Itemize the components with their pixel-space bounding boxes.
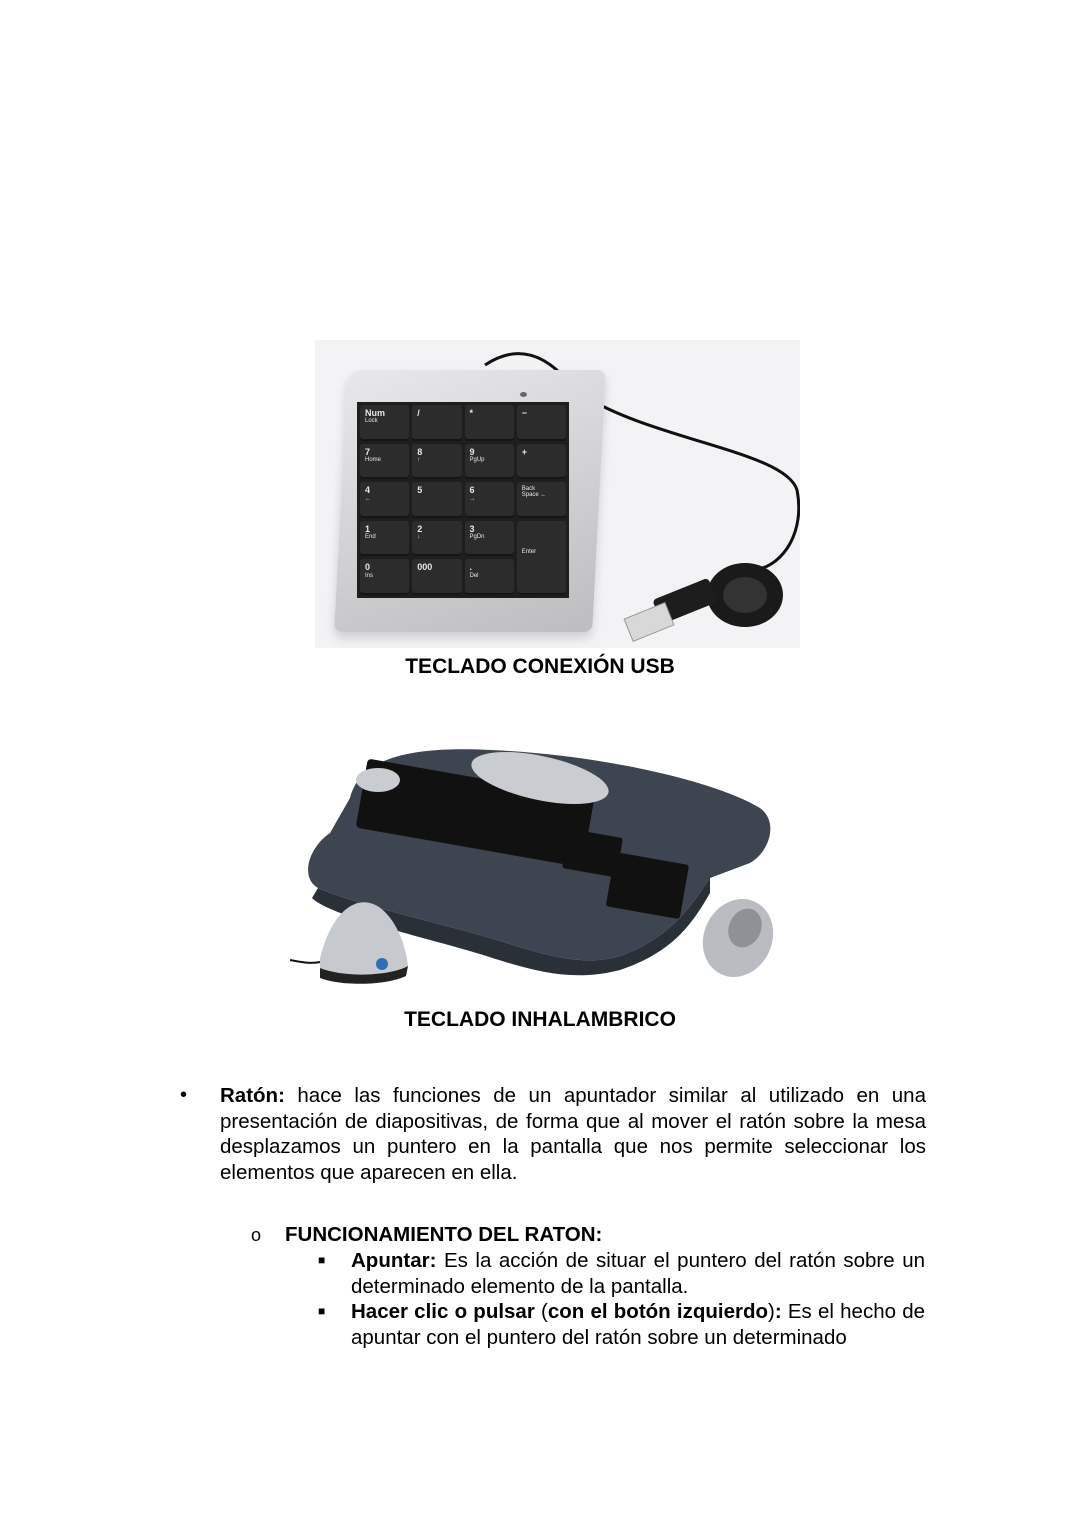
key-8: 8 ↑ [412,444,461,480]
subsection-heading: FUNCIONAMIENTO DEL RATON: [285,1223,603,1246]
key-1: 1 End [360,521,409,557]
raton-paragraph [220,1083,926,1185]
status-led [520,392,527,397]
key-0: 0 Ins [360,559,409,595]
key-7: 7 Home [360,444,409,480]
keypad-keys [357,402,569,598]
key-2: 2 ↓ [412,521,461,557]
raton-description: hace las funciones de un apuntador similar al utilizado en una presentación de diapositivas, de forma que al mover el ratón sobre la mesa desplazamos un puntero en la pantalla que nos permite seleccionar los elementos que aparecen en ella. [220,1084,926,1184]
key-multiply: * [465,405,514,441]
item-description: Es el hecho de apuntar con el puntero del ratón sobre un determinado [351,1300,925,1349]
item-term: Apuntar: [351,1249,437,1272]
raton-term: Ratón: [220,1084,285,1107]
wireless-keyboard-image [290,738,785,998]
key-9: 9 PgUp [465,444,514,480]
figure-caption-usb: TECLADO CONEXIÓN USB [405,655,675,678]
usb-keypad-image [315,340,800,648]
key-numlock: Num Lock [360,405,409,441]
key-5: 5 [412,482,461,518]
key-4: 4 ← [360,482,409,518]
item-description: Es la acción de situar el puntero del ratón sobre un determinado elemento de la pantalla. [351,1249,925,1298]
colon: : [774,1300,782,1323]
circle-bullet-icon: o [251,1225,262,1245]
figure-caption-wireless: TECLADO INHALAMBRICO [404,1008,676,1031]
key-000: 000 [412,559,461,595]
paren-close: ) [768,1300,775,1323]
list-item-apuntar [351,1248,925,1299]
item-term: Hacer clic o pulsar [351,1300,535,1323]
bullet-icon: • [180,1084,188,1106]
key-minus: − [517,405,566,441]
key-backspace: Back Space ← [517,482,566,518]
paren-open: ( [534,1300,548,1323]
list-item-hacer-clic [351,1299,925,1350]
square-bullet-icon: ■ [318,1253,326,1267]
key-6: 6 → [465,482,514,518]
key-divide: / [412,405,461,441]
key-3: 3 PgDn [465,521,514,557]
key-del: . Del [465,559,514,595]
key-plus: + [517,444,566,480]
square-bullet-icon: ■ [318,1304,326,1318]
key-enter: Enter [517,521,566,595]
item-term-qualifier: con el botón izquierdo [547,1300,769,1323]
